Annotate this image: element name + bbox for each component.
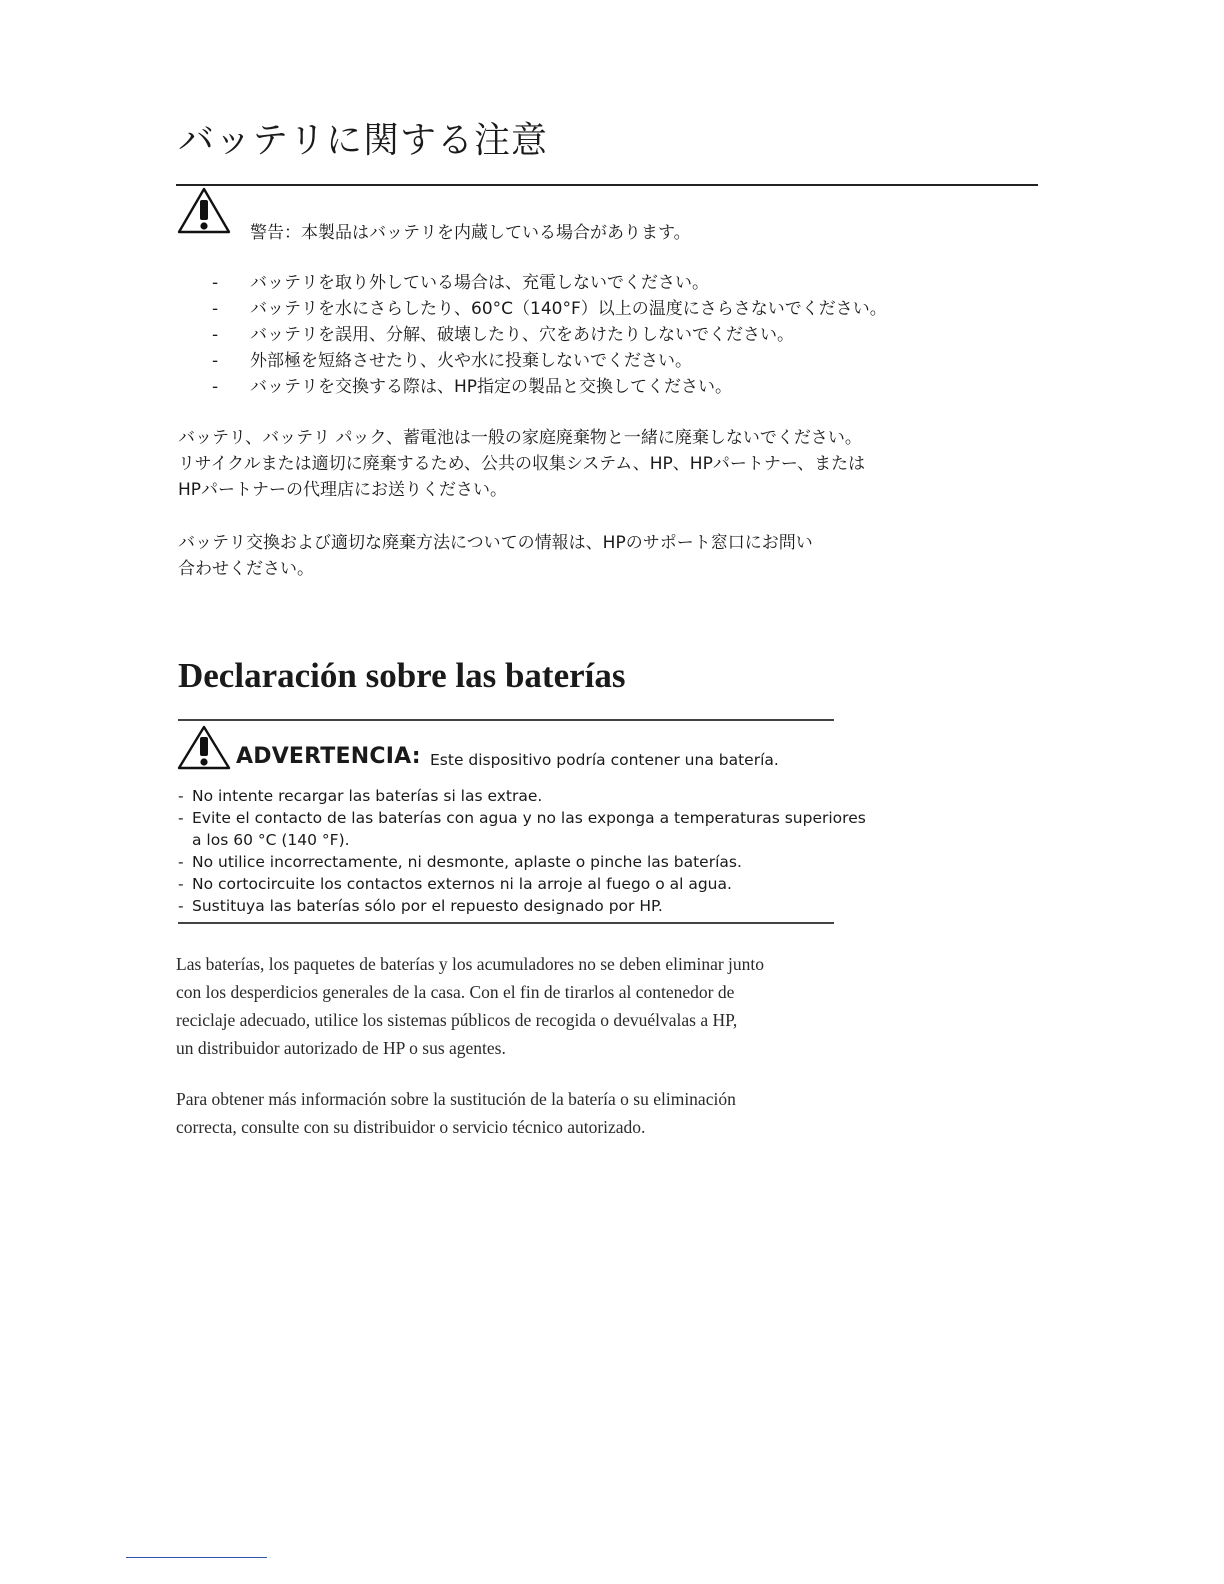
japanese-info-paragraph [178, 530, 813, 582]
list-item-text: No utilice incorrectamente, ni desmonte, aplaste o pinche las baterías. [192, 853, 742, 871]
paragraph-line: 合わせください。 [178, 559, 314, 579]
japanese-title: バッテリに関する注意 [178, 120, 549, 161]
list-item-text: No cortocircuite los contactos externos ni la arroje al fuego o al agua. [192, 875, 732, 893]
list-dash: - [178, 787, 184, 805]
spanish-warning-text: Este dispositivo podría contener una batería. [430, 751, 779, 769]
list-dash: - [212, 325, 219, 345]
paragraph-line: con los desperdicios generales de la casa. Con el fin de tirarlos al contenedor de [176, 982, 735, 1002]
list-dash: - [212, 299, 219, 319]
list-dash: - [212, 377, 219, 397]
paragraph-line: reciclaje adecuado, utilice los sistemas públicos de recogida o devuélvalas a HP, [176, 1010, 738, 1030]
list-item-text: バッテリを水にさらしたり、60°C（140°F）以上の温度にさらさないでください。 [250, 299, 887, 319]
spanish-disposal-paragraph [176, 950, 764, 1062]
list-item [212, 348, 887, 374]
warning-triangle-icon [176, 186, 232, 236]
list-item [212, 296, 887, 322]
list-item [212, 374, 887, 400]
paragraph-line: バッテリ交換および適切な廃棄方法についての情報は、HPのサポート窓口にお問い [178, 533, 813, 553]
paragraph-line: Para obtener más información sobre la sustitución de la batería o su eliminación [176, 1089, 736, 1109]
list-dash: - [212, 273, 219, 293]
list-item-text: バッテリを交換する際は、HP指定の製品と交換してください。 [250, 377, 733, 397]
spanish-info-paragraph [176, 1085, 736, 1141]
list-dash: - [178, 897, 184, 915]
list-dash: - [212, 351, 219, 371]
list-dash: - [178, 853, 184, 871]
warning-triangle-icon [177, 724, 233, 772]
list-dash: - [178, 875, 184, 893]
spanish-warning-top-rule [178, 719, 834, 721]
list-item-text: バッテリを取り外している場合は、充電しないでください。 [250, 273, 709, 293]
list-item [178, 807, 866, 851]
paragraph-line: リサイクルまたは適切に廃棄するため、公共の収集システム、HP、HPパートナー、または [178, 454, 866, 474]
japanese-disposal-paragraph [178, 425, 865, 503]
paragraph-line: un distribuidor autorizado de HP o sus agentes. [176, 1038, 506, 1058]
paragraph-line: HPパートナーの代理店にお送りください。 [178, 480, 508, 500]
list-item [178, 895, 866, 917]
list-item-text: 外部極を短絡させたり、火や水に投棄しないでください。 [250, 351, 692, 371]
list-item-continuation: a los 60 °C (140 °F). [192, 831, 350, 849]
japanese-warning-list [212, 270, 887, 400]
list-dash: - [178, 809, 184, 827]
paragraph-line: Las baterías, los paquetes de baterías y los acumuladores no se deben eliminar junto [176, 954, 765, 974]
spanish-warning-label: ADVERTENCIA: [236, 744, 421, 769]
list-item-text: バッテリを誤用、分解、破壊したり、穴をあけたりしないでください。 [250, 325, 794, 345]
paragraph-line: バッテリ、バッテリ パック、蓄電池は一般の家庭廃棄物と一緒に廃棄しないでください。 [178, 428, 862, 448]
footer-rule [126, 1557, 267, 1558]
list-item [212, 322, 887, 348]
japanese-warning-text: 警告：本製品はバッテリを内蔵している場合があります。 [250, 223, 691, 243]
spanish-title: Declaración sobre las baterías [178, 656, 626, 695]
list-item-text: Evite el contacto de las baterías con agua y no las exponga a temperaturas superiores [192, 809, 866, 827]
spanish-warning-bottom-rule [178, 922, 834, 924]
paragraph-line: correcta, consulte con su distribuidor o servicio técnico autorizado. [176, 1117, 646, 1137]
list-item [178, 851, 866, 873]
list-item [178, 873, 866, 895]
list-item-text: No intente recargar las baterías si las extrae. [192, 787, 543, 805]
list-item-text: Sustituya las baterías sólo por el repuesto designado por HP. [192, 897, 663, 915]
list-item [178, 785, 866, 807]
list-item [212, 270, 887, 296]
spanish-warning-list [178, 785, 866, 917]
japanese-title-rule [176, 184, 1038, 186]
